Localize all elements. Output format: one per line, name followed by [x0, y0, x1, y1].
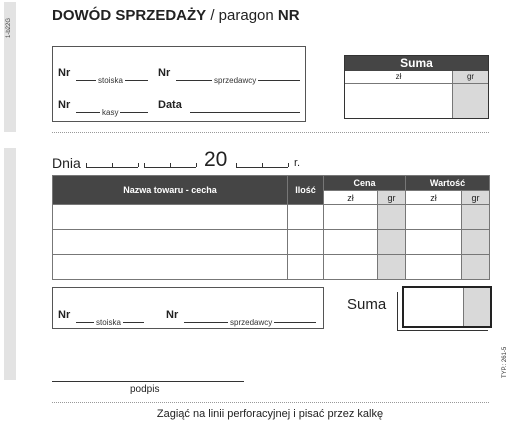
- item-qty-cell[interactable]: [288, 255, 324, 280]
- year-field[interactable]: [236, 167, 288, 168]
- item-price-zl-cell[interactable]: [324, 230, 378, 255]
- side-strip-bottom: [4, 148, 16, 380]
- suma-label-bottom: Suma: [347, 296, 387, 313]
- table-row: [53, 205, 490, 230]
- price-gr-header: gr: [378, 191, 406, 205]
- podpis-label: podpis: [130, 384, 160, 395]
- value-zl-header: zł: [406, 191, 462, 205]
- col-header-qty: Ilość: [288, 176, 324, 205]
- tick: [170, 163, 171, 167]
- tick: [262, 163, 263, 167]
- table-row: [53, 255, 490, 280]
- nr-label: Nr: [166, 309, 179, 321]
- year-suffix: r.: [294, 157, 301, 169]
- item-value-gr-cell[interactable]: [462, 255, 490, 280]
- suma-title: Suma: [345, 56, 488, 71]
- form-code-top: 1-b22G: [6, 17, 12, 38]
- col-header-value: Wartość: [406, 176, 490, 191]
- tick: [86, 163, 87, 167]
- form-code-bottom: TYP.: 261-5: [502, 346, 508, 378]
- suma-gr-field[interactable]: [453, 84, 488, 118]
- col-header-price: Cena: [324, 176, 406, 191]
- data-field[interactable]: [190, 112, 300, 113]
- suma-box-bottom: [402, 286, 492, 328]
- item-qty-cell[interactable]: [288, 205, 324, 230]
- item-qty-cell[interactable]: [288, 230, 324, 255]
- item-price-zl-cell[interactable]: [324, 255, 378, 280]
- tick: [288, 163, 289, 167]
- suma-zl-header: zł: [345, 71, 453, 84]
- tick: [112, 163, 113, 167]
- footer-instruction: Zagiąć na linii perforacyjnej i pisać przez kalkę: [156, 408, 384, 420]
- day-field[interactable]: [86, 167, 138, 168]
- data-label: Data: [158, 99, 182, 111]
- signature-line[interactable]: [52, 381, 244, 382]
- sprzedawcy-label: sprzedawcy: [214, 76, 257, 85]
- price-zl-header: zł: [324, 191, 378, 205]
- year-prefix: 20: [204, 148, 228, 171]
- perforation-line: [52, 402, 489, 403]
- suma-gr-field-bottom[interactable]: [464, 288, 490, 326]
- tick: [144, 163, 145, 167]
- perforation-line: [52, 132, 489, 133]
- nr-label: Nr: [58, 99, 71, 111]
- item-name-cell[interactable]: [53, 230, 288, 255]
- suma-gr-header: gr: [453, 71, 488, 84]
- page-title: DOWÓD SPRZEDAŻY / paragon NR: [52, 7, 300, 24]
- stoiska-label: stoiska: [98, 76, 123, 85]
- value-gr-header: gr: [462, 191, 490, 205]
- stoiska-label: stoiska: [96, 318, 121, 327]
- suma-zl-field-bottom[interactable]: [404, 288, 464, 326]
- month-field[interactable]: [144, 167, 196, 168]
- item-price-gr-cell[interactable]: [378, 230, 406, 255]
- kasy-label: kasy: [102, 108, 119, 117]
- item-price-zl-cell[interactable]: [324, 205, 378, 230]
- item-value-gr-cell[interactable]: [462, 230, 490, 255]
- items-table: [52, 175, 490, 280]
- nr-label: Nr: [58, 67, 71, 79]
- item-value-zl-cell[interactable]: [406, 255, 462, 280]
- item-value-zl-cell[interactable]: [406, 230, 462, 255]
- col-header-name: Nazwa towaru - cecha: [53, 176, 288, 205]
- item-value-gr-cell[interactable]: [462, 205, 490, 230]
- sprzedawcy-label: sprzedawcy: [230, 318, 273, 327]
- tick: [196, 163, 197, 167]
- suma-zl-field[interactable]: [345, 84, 453, 118]
- item-price-gr-cell[interactable]: [378, 205, 406, 230]
- nr-label: Nr: [58, 309, 71, 321]
- table-row: [53, 230, 490, 255]
- item-name-cell[interactable]: [53, 255, 288, 280]
- nr-label: Nr: [158, 67, 171, 79]
- tick: [236, 163, 237, 167]
- item-name-cell[interactable]: [53, 205, 288, 230]
- dnia-label: Dnia: [52, 155, 81, 171]
- item-price-gr-cell[interactable]: [378, 255, 406, 280]
- suma-box-top: [344, 55, 489, 119]
- tick: [138, 163, 139, 167]
- item-value-zl-cell[interactable]: [406, 205, 462, 230]
